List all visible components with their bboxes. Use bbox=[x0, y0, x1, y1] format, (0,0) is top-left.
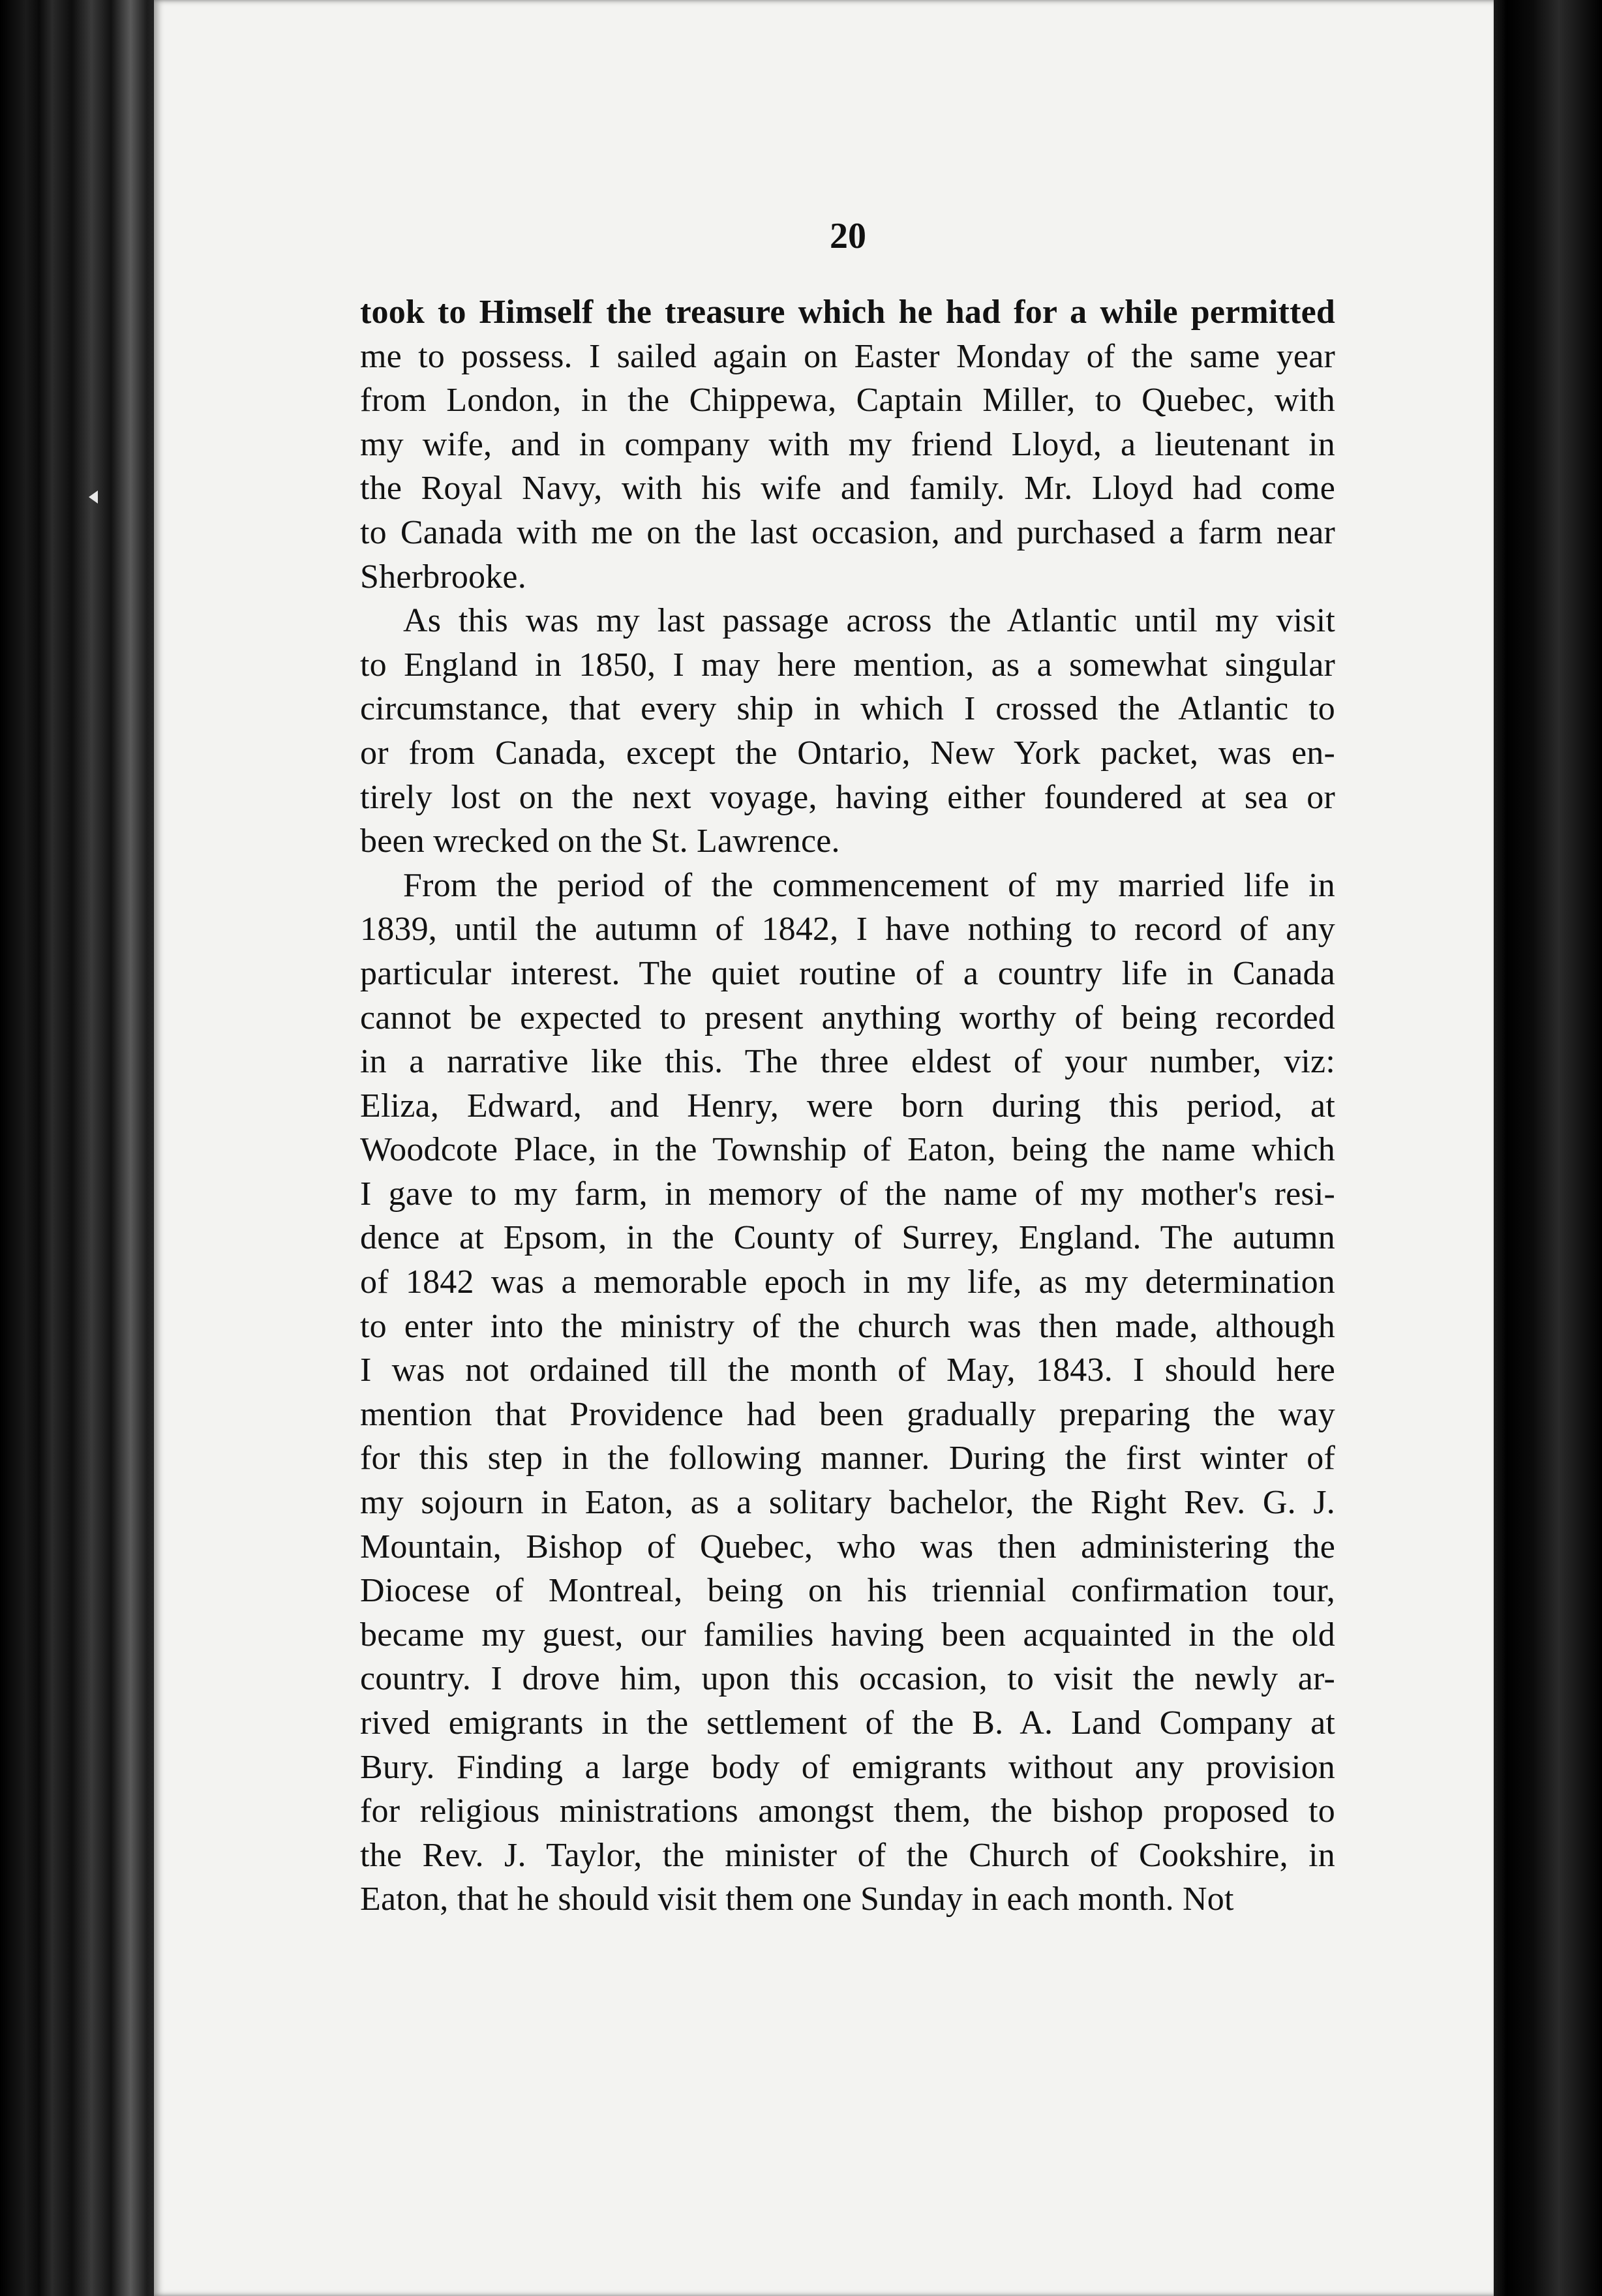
text-line: the Royal Navy, with his wife and family. Mr. Lloyd had come bbox=[360, 470, 1335, 507]
text-line: for religious ministrations amongst them, the bishop proposed to bbox=[360, 1792, 1335, 1830]
text-line: Eaton, that he should visit them one Sunday in each month. Not bbox=[360, 1881, 1234, 1918]
text-line: I gave to my farm, in memory of the name of my mother's resi- bbox=[360, 1175, 1335, 1213]
text-line: in a narrative like this. The three eldest of your number, viz: bbox=[360, 1043, 1335, 1081]
text-line: circumstance, that every ship in which I crossed the Atlantic to bbox=[360, 690, 1335, 728]
text-line: to England in 1850, I may here mention, as a somewhat singular bbox=[360, 646, 1335, 684]
text-line: Diocese of Montreal, being on his triennial confirmation tour, bbox=[360, 1572, 1335, 1610]
text-line: to Canada with me on the last occasion, and purchased a farm near bbox=[360, 513, 1335, 551]
body-text bbox=[360, 290, 1335, 1922]
text-line: Eliza, Edward, and Henry, were born during this period, at bbox=[360, 1087, 1335, 1125]
text-line: 1839, until the autumn of 1842, I have nothing to record of any bbox=[360, 911, 1335, 948]
text-line: Sherbrooke. bbox=[360, 558, 526, 596]
text-line: I was not ordained till the month of May, 1843. I should here bbox=[360, 1352, 1335, 1389]
text-line: took to Himself the treasure which he had for a while permitted bbox=[360, 294, 1335, 331]
text-line: been wrecked on the St. Lawrence. bbox=[360, 823, 840, 860]
text-line: the Rev. J. Taylor, the minister of the Church of Cookshire, in bbox=[360, 1836, 1335, 1874]
text-line: particular interest. The quiet routine of a country life in Canada bbox=[360, 954, 1335, 992]
margin-arrow-mark bbox=[89, 491, 98, 504]
text-line: Mountain, Bishop of Quebec, who was then administering the bbox=[360, 1528, 1335, 1565]
text-line: my wife, and in company with my friend Lloyd, a lieutenant in bbox=[360, 425, 1335, 463]
text-line: became my guest, our families having been acquainted in the old bbox=[360, 1616, 1335, 1654]
page-number: 20 bbox=[830, 216, 866, 256]
text-line: Bury. Finding a large body of emigrants without any provision bbox=[360, 1748, 1335, 1786]
text-line: Woodcote Place, in the Township of Eaton, being the name which bbox=[360, 1131, 1335, 1169]
text-line: From the period of the commencement of my married life in bbox=[403, 866, 1335, 904]
text-line: tirely lost on the next voyage, having either foundered at sea or bbox=[360, 778, 1335, 816]
text-line: for this step in the following manner. During the first winter of bbox=[360, 1440, 1335, 1477]
paragraph bbox=[360, 864, 1335, 1922]
right-page-edge bbox=[1494, 0, 1602, 2296]
text-line: or from Canada, except the Ontario, New York packet, was en- bbox=[360, 734, 1335, 772]
text-line: my sojourn in Eaton, as a solitary bachelor, the Right Rev. G. J. bbox=[360, 1484, 1335, 1522]
text-line: to enter into the ministry of the church was then made, although bbox=[360, 1307, 1335, 1345]
text-line: As this was my last passage across the Atlantic until my visit bbox=[403, 602, 1335, 640]
paragraph bbox=[360, 599, 1335, 864]
text-line: cannot be expected to present anything worthy of being recorded bbox=[360, 999, 1335, 1036]
paragraph bbox=[360, 290, 1335, 599]
text-line: me to possess. I sailed again on Easter Monday of the same year bbox=[360, 337, 1335, 375]
book-binding-edge bbox=[0, 0, 163, 2296]
text-line: country. I drove him, upon this occasion, to visit the newly ar- bbox=[360, 1660, 1335, 1698]
text-line: rived emigrants in the settlement of the B. A. Land Company at bbox=[360, 1704, 1335, 1742]
text-line: from London, in the Chippewa, Captain Miller, to Quebec, with bbox=[360, 382, 1335, 419]
text-line: mention that Providence had been gradually preparing the way bbox=[360, 1395, 1335, 1433]
text-line: of 1842 was a memorable epoch in my life, as my determination bbox=[360, 1263, 1335, 1301]
text-line: dence at Epsom, in the County of Surrey, England. The autumn bbox=[360, 1219, 1335, 1257]
